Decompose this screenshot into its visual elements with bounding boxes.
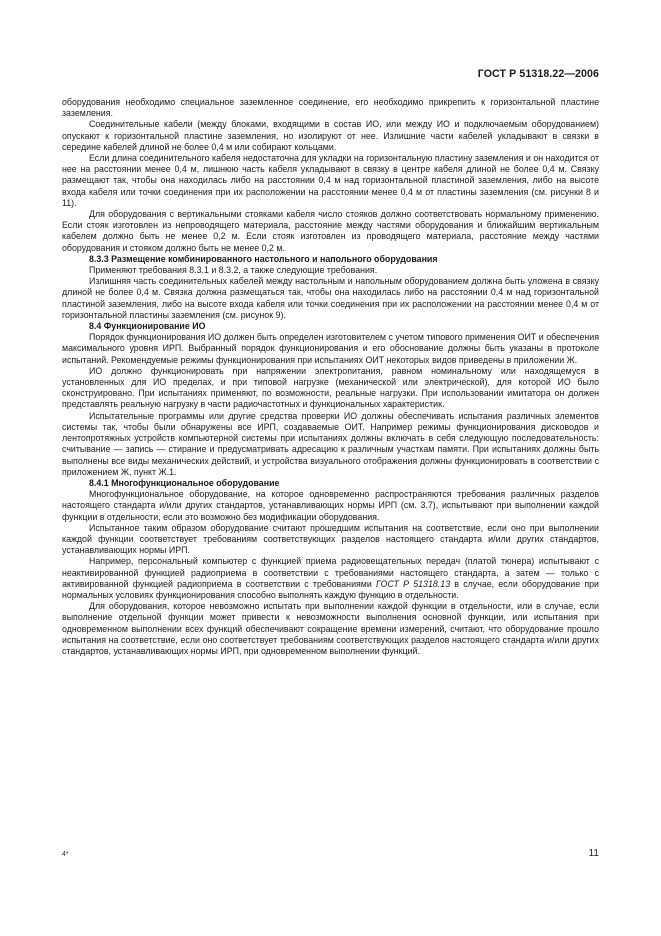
paragraph: Для оборудования с вертикальными стояками кабеля число стояков должно соответствовать нормальному применению. Если стояк изготовлен из непроводящего материала, расстояние между частями оборудования и ближайшим вертикальным кабелем должно быть не менее 0,2 м. Если стояк изготовлен из проводящего материала, расстояние между частями оборудования и стояком должно быть не менее 0,2 м. <box>62 209 599 253</box>
page-number: 11 <box>588 848 599 859</box>
paragraph: Для оборудования, которое невозможно испытать при выполнении каждой функции в отдельности, или в случае, если выполнение отдельной функции может привести к невозможности выполнения основной функции, или испытания при одновременном выполнении всех функций обеспечивают сокращение времени измерений, считают, что оборудование прошло испытания на соответствие, если оно соответствует требованиям соответствующих разделов настоящего стандарта и/или других стандартов, устанавливающих нормы ИРП, при одновременном выполнении функций. <box>62 601 599 656</box>
paragraph: Порядок функционирования ИО должен быть определен изготовителем с учетом типового применения ОИТ и обеспечения максимального уровня ИРП. Выбранный порядок функционирования и его обоснование должны быть указаны в протоколе испытаний. Рекомендуемые режимы функционирования при испытаниях ОИТ некоторых видов приведены в приложении Ж. <box>62 332 599 365</box>
paragraph: Применяют требования 8.3.1 и 8.3.2, а также следующие требования. <box>89 265 378 276</box>
paragraph: Соединительные кабели (между блоками, входящими в состав ИО, или между ИО и подключаемым оборудованием) опускают к горизонтальной пластине заземления, но изолируют от нее. Излишние части кабелей укладывают в связки в середине кабелей длиной не более 0,4 м или собирают кольцами. <box>62 119 599 152</box>
standard-reference: ГОСТ Р 51318.13 <box>376 578 451 589</box>
paragraph: Испытанное таким образом оборудование считают прошедшим испытания на соответствие, если оно при выполнении каждой функции соответствует требованиям соответствующих разделов настоящего стандарта и/или других стандартов, устанавливающих нормы ИРП. <box>62 522 599 556</box>
paragraph <box>62 556 599 601</box>
paragraph: Испытательные программы или другие средства проверки ИО должны обеспечивать испытания различных элементов системы так, чтобы были обнаружены все ИРП, создаваемые ОИТ. Например режимы функционирования дисководов и лентопротяжных устройств компьютерной системы при испытаниях должны включать в себя следующую последовательность: считывание — запись — стирание и предусматривать адресацию к различным участкам памяти. При испытаниях должны быть выполнены все виды механических действий, и устройства визуального отображения должны функционировать в соответствии с приложением Ж, пункт Ж.1. <box>62 410 599 477</box>
sheet-signature: 4* <box>62 851 69 858</box>
paragraph: Многофункциональное оборудование, на которое одновременно распространяются требования различных разделов настоящего стандарта и/или других стандартов, устанавливающих нормы ИРП (см. 3.7), испытывают при выполнении каждой функции в отдельности, если это возможно без модификации оборудования. <box>62 489 599 522</box>
paragraph: оборудования необходимо специальное заземленное соединение, его необходимо прикрепить к горизонтальной пластине заземления. <box>62 97 599 119</box>
paragraph-text: в случае, если оборудование при нормальных условиях функционирования способно выполнять каждую функцию в отдельности. <box>62 578 599 600</box>
paragraph-text: Например, персональный компьютер с функцией приема радиовещательных передач (платой тюнера) испытывают с неактивированной функцией радиоприема в соответствии с требованиями настоящего стандарта, а затем — только с активированной функцией радиоприема в соответствии с требованиями <box>62 556 599 589</box>
paragraph: Если длина соединительного кабеля недостаточна для укладки на горизонтальную пластину заземления и он находится от нее на расстоянии менее 0,4 м, лишнюю часть кабеля укладывают в связку в центре кабеля длиной не более 0,4 м. Связку размещают так, чтобы она находилась либо на расстоянии 0,4 м над горизонтальной пластиной заземления, либо на высоте входа кабеля или точки соединения при их расположении на расстоянии менее 0,4 м от пластины заземления (см. рисунки 8 и 11). <box>62 153 599 208</box>
section-heading-8-3-3: 8.3.3 Размещение комбинированного настольного и напольного оборудования <box>89 253 438 264</box>
section-heading-8-4: 8.4 Функционирование ИО <box>89 321 206 332</box>
paragraph: ИО должно функционировать при напряжении электропитания, равном номинальному или находящемуся в установленных для ИО пределах, и при типовой нагрузке (механической или электрической), для которой ИО было сконструировано. При испытаниях применяют, по возможности, реальные нагрузки. При использовании имитатора он должен представлять реальную нагрузку в части радиочастотных и функциональных характеристик. <box>62 365 599 410</box>
paragraph: Излишняя часть соединительных кабелей между настольным и напольным оборудованием должна быть уложена в связку длиной не более 0,4 м. Связка должна размещаться так, чтобы она находилась либо на расстоянии 0,4 м над горизонтальной пластиной заземления, либо на высоте входа кабеля или точки соединения при их расположении на расстоянии менее 0,4 м от горизонтальной пластины заземления (см. рисунок 9). <box>62 276 599 320</box>
standard-number-header: ГОСТ Р 51318.22—2006 <box>477 68 599 80</box>
section-heading-8-4-1: 8.4.1 Многофункциональное оборудование <box>89 477 280 488</box>
body-text <box>62 97 599 657</box>
